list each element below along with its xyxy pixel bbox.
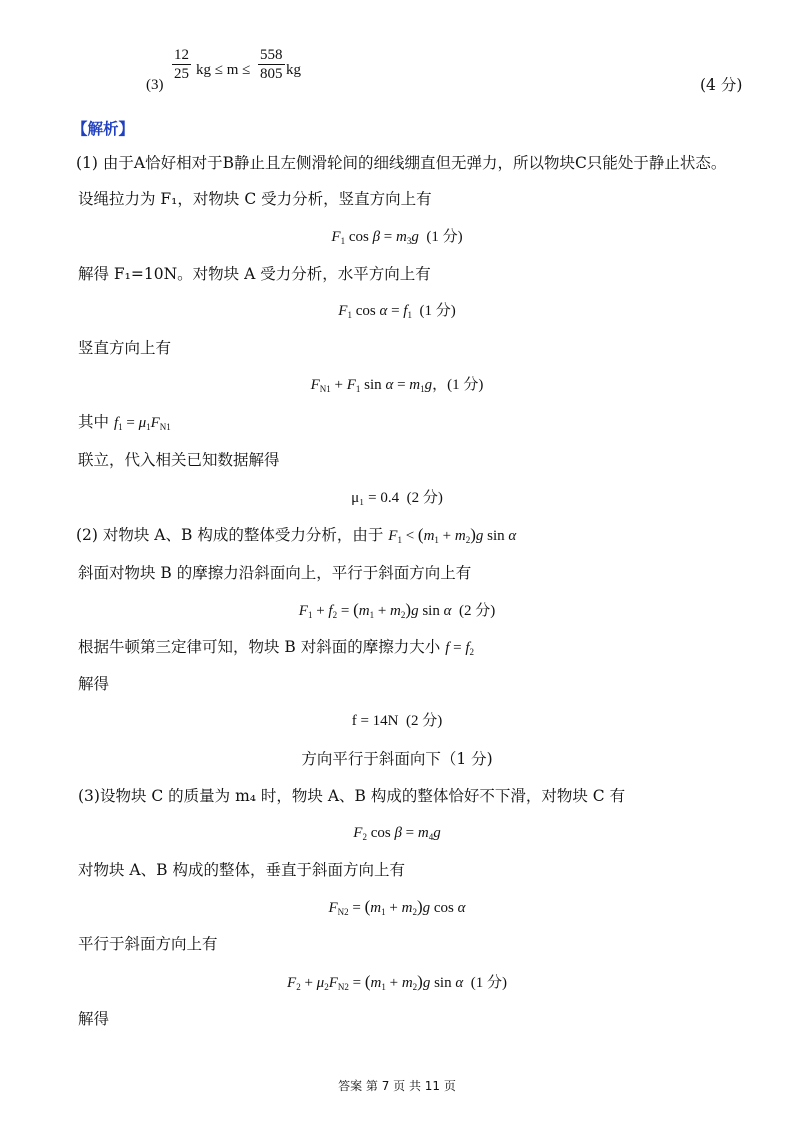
analysis-heading: 【解析】 <box>72 119 135 138</box>
paragraph-8: 斜面对物块 B 的摩擦力沿斜面向上，平行于斜面方向上有 <box>78 564 472 582</box>
paragraph-13: 对物块 A、B 构成的整体，垂直于斜面方向上有 <box>78 861 405 879</box>
equation-9-score: (1 分) <box>470 975 507 991</box>
paragraph-15: 解得 <box>78 1010 110 1028</box>
paragraph-11: 方向平行于斜面向下（1 分) <box>301 750 493 768</box>
equation-5: $F_1 + f_2 = (m_1 + m_2)g$ sin α (2 分) <box>298 600 496 620</box>
equation-4: μ₁ = 0.4 (2 分) <box>351 490 443 506</box>
equation-1: $F_1$ $\cos \beta = m_3g$ (1 分) <box>331 229 463 246</box>
paragraph-2: 设绳拉力为 F₁，对物块 C 受力分析，竖直方向上有 <box>78 190 432 208</box>
paragraph-4: 竖直方向上有 <box>78 339 172 357</box>
equation-2-score: (1 分) <box>419 303 456 319</box>
paragraph-10: 解得 <box>78 675 110 693</box>
answer-3-label: (3) <box>146 77 164 93</box>
equation-6: f = 14N (2 分) <box>351 713 443 729</box>
page-footer: 答案 第 7 页 共 11 页 <box>338 1079 456 1093</box>
paragraph-12: (3)设物块 C 的质量为 m₄ 时，物块 A、B 构成的整体恰好不下滑，对物块 C 有 <box>78 787 626 805</box>
equation-5-score: (2 分) <box>458 603 496 619</box>
paragraph-5: 其中 $f_1 = \mu_1F_{N1}$ <box>78 413 171 432</box>
equation-3-score: (1 分) <box>447 377 484 393</box>
paragraph-14: 平行于斜面方向上有 <box>78 935 218 953</box>
paragraph-7: (2) 对物块 A、B 构成的整体受力分析，由于 $F_1 < (m_1 + m_2)g$ sin α <box>76 525 517 545</box>
equation-6-score: (2 分) <box>406 713 443 729</box>
equation-4-score: (2 分) <box>406 490 443 506</box>
paragraph-3: 解得 F₁=10N。对物块 A 受力分析，水平方向上有 <box>78 265 431 283</box>
fraction-lower-bound: $\frac{12}{25}$ <box>174 47 189 82</box>
paragraph-9: 根据牛顿第三定律可知，物块 B 对斜面的摩擦力大小 $f = f_2$ <box>78 638 474 657</box>
paragraph-6: 联立，代入相关已知数据解得 <box>78 451 280 469</box>
equation-2: $F_1$ $\cos \alpha = f_1$ (1 分) <box>338 303 456 320</box>
answer-3-score: (4 分) <box>700 76 743 94</box>
equation-3: $F_{N1} + F_1$ $\sin \alpha = m_1g$，(1 分) <box>310 377 484 394</box>
equation-1-score: (1 分) <box>426 229 463 245</box>
paragraph-1: (1) 由于A恰好相对于B静止且左侧滑轮间的细线绷直但无弹力，所以物块C只能处于静止状态。 <box>76 154 727 172</box>
inequality-middle: kg ≤ m ≤ <box>196 62 251 78</box>
unit-kg: kg <box>286 62 301 78</box>
equation-9: $F_2 + \mu_2F_{N2} = (m_1 + m_2)g$ sin α (1 分) <box>287 972 507 992</box>
equation-7: $F_2$ $\cos \beta = m_4g$ <box>353 825 441 842</box>
equation-8: $F_{N2} = (m_1 + m_2)g$ cos α <box>328 897 466 917</box>
fraction-upper-bound: $\frac{558}{805}$ <box>260 47 283 82</box>
